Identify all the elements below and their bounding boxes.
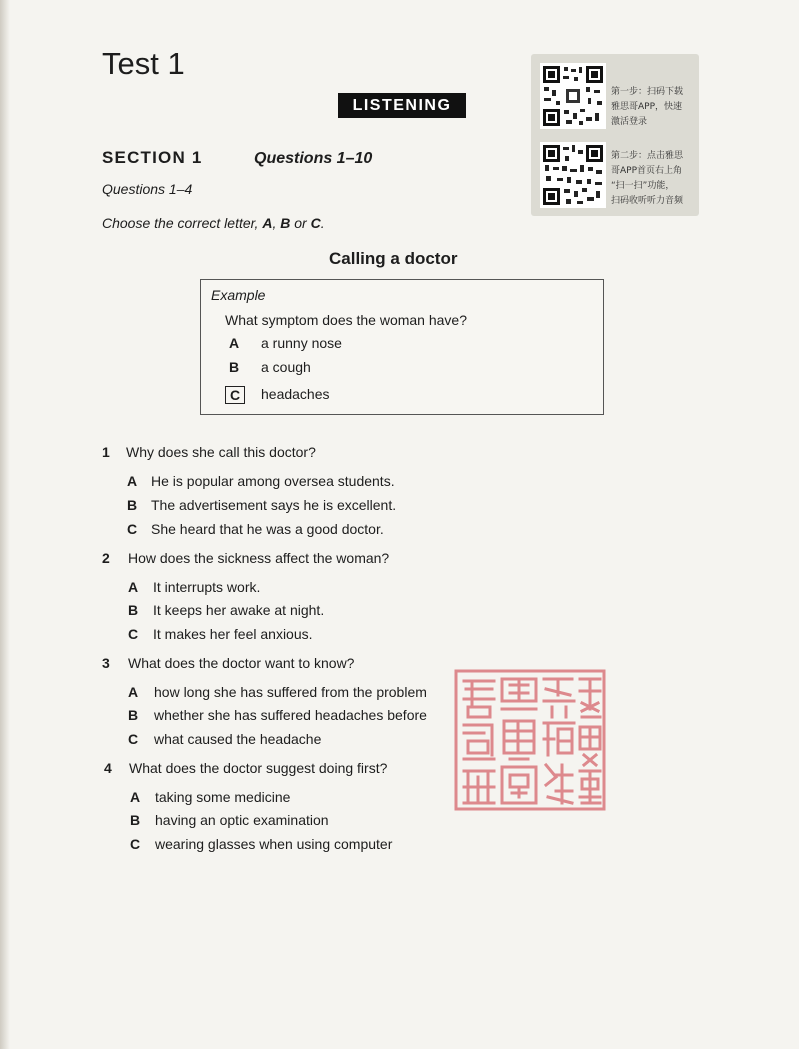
question-text: What does the doctor suggest doing first? [129,760,388,776]
option-letter: C [127,521,138,537]
question-text: What does the doctor want to know? [128,655,355,671]
option-letter: C [130,836,141,852]
option-text: how long she has suffered from the problem [154,684,427,700]
section-questions-range: Questions 1–10 [254,150,373,167]
test-title: Test 1 [102,46,185,81]
qr-step2-line: 第二步：点击雅思 [611,151,684,161]
option-text: She heard that he was a good doctor. [151,521,384,537]
option-text: wearing glasses when using computer [155,836,393,852]
sub-questions-range: Questions 1–4 [102,181,193,197]
instruction-letter-a: A [262,215,273,231]
qr-step2-line: 哥APP首页右上角 [611,166,683,176]
instruction-sep: , [272,215,281,231]
qr-step1-line: 第一步：扫码下载 [611,87,684,97]
option-text: The advertisement says he is excellent. [151,497,397,513]
qr-step2-line: 扫码收听听力音频 [611,196,684,206]
qr-step1-line: 激活登录 [611,117,648,127]
option-text: It keeps her awake at night. [153,602,325,618]
qr-step2-line: “扫一扫”功能， [611,181,675,191]
example-option-letter: B [229,359,240,375]
section-label: SECTION 1 [102,148,203,167]
instruction-or: or [290,215,311,231]
library-seal-stamp [452,667,608,813]
instruction-prefix: Choose the correct letter, [102,215,263,231]
option-letter: A [128,579,139,595]
instruction [102,215,325,231]
option-letter: C [128,731,139,747]
question-text: How does the sickness affect the woman? [128,550,390,566]
instruction-letter-c: C [310,215,321,231]
question-text: Why does she call this doctor? [126,444,316,460]
option-letter: C [128,626,139,642]
question-number: 3 [102,655,110,671]
example-option-text: a cough [261,359,311,375]
option-text: whether she has suffered headaches before [154,707,427,723]
option-text: taking some medicine [155,789,291,805]
option-letter: B [130,812,141,828]
option-text: It interrupts work. [153,579,261,595]
listening-label: LISTENING [338,93,466,118]
example-label: Example [211,287,266,303]
option-letter: A [128,684,139,700]
instruction-end: . [320,215,325,231]
option-letter: B [128,602,139,618]
option-text: what caused the headache [154,731,322,747]
question-number: 1 [102,444,110,460]
example-option-text: headaches [261,386,330,402]
page-edge-shadow [0,0,10,1049]
listen-qr-code[interactable] [540,142,606,208]
example-question: What symptom does the woman have? [225,312,468,328]
example-option-text: a runny nose [261,335,342,351]
option-text: It makes her feel anxious. [153,626,313,642]
example-option-letter: A [229,335,240,351]
option-text: He is popular among oversea students. [151,473,395,489]
qr-step1-line: 雅思哥APP，快速 [611,102,683,112]
option-letter: A [130,789,141,805]
qr-step2-text [611,149,697,209]
question-number: 4 [104,760,112,776]
download-qr-code[interactable] [540,63,606,129]
option-letter: A [127,473,138,489]
option-letter: B [127,497,138,513]
question-number: 2 [102,550,110,566]
instruction-letter-b: B [280,215,291,231]
option-text: having an optic examination [155,812,329,828]
example-answer-letter-box: C [225,386,245,404]
qr-step1-text [611,85,697,130]
qr-code-panel [531,54,699,216]
example-box [200,279,604,415]
passage-heading: Calling a doctor [329,249,458,268]
option-letter: B [128,707,139,723]
